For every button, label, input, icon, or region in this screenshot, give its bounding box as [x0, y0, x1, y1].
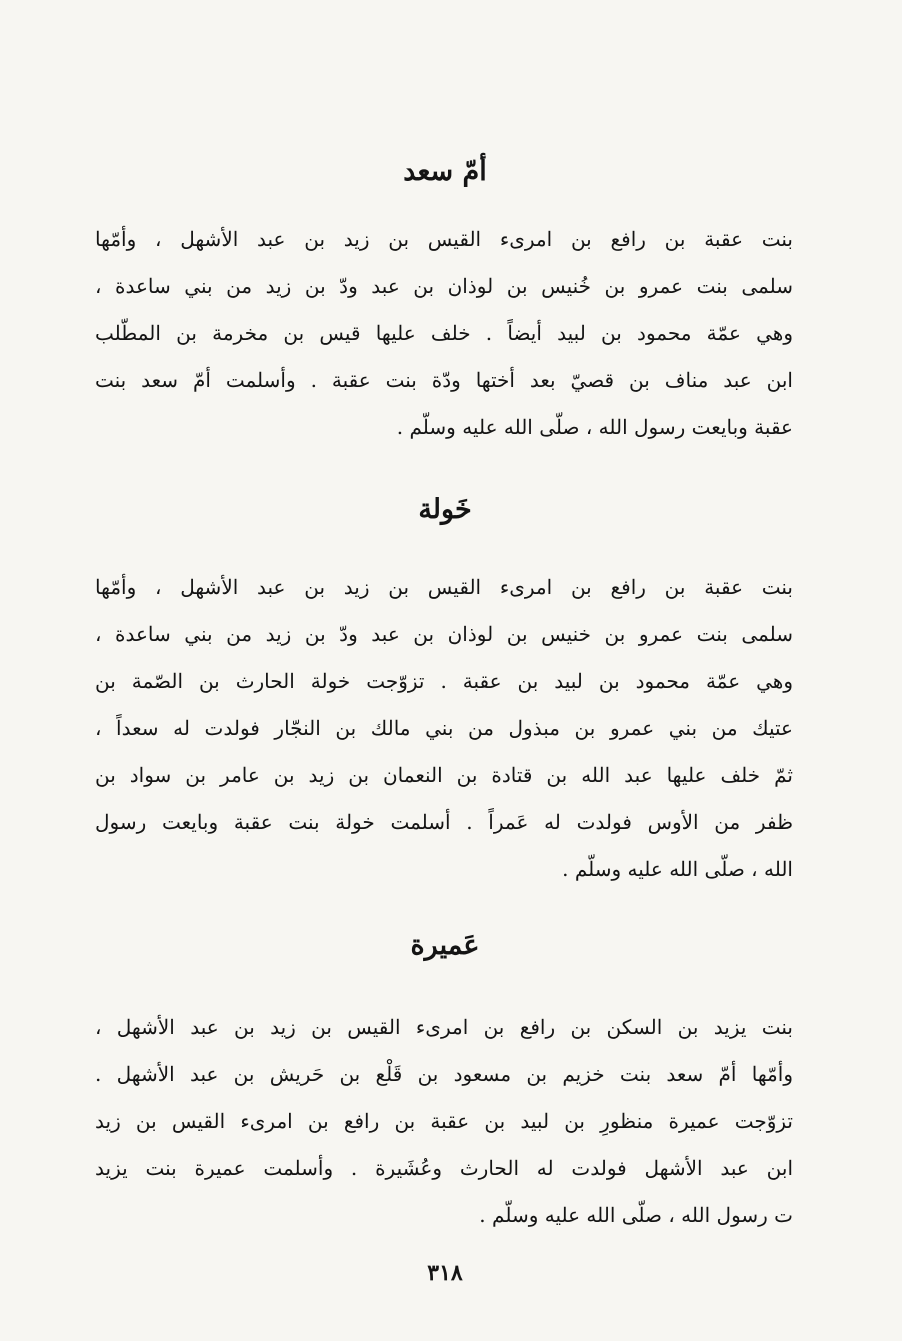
text-line: سلمى بنت عمرو بن خنيس بن لوذان بن عبد ودّ بن زيد من بني ساعدة ،: [95, 622, 793, 646]
text-line: ت رسول الله ، صلّى الله عليه وسلّم .: [479, 1203, 793, 1227]
section-title-khawla: خَولة: [418, 494, 472, 525]
text-line: ظفر من الأوس فولدت له عَمراً . أسلمت خولة بنت عقبة وبايعت رسول: [95, 810, 793, 834]
text-line: ابن عبد مناف بن قصيّ بعد أختها ودّة بنت عقبة . وأسلمت أمّ سعد بنت: [95, 368, 793, 392]
text-line: وأمّها أمّ سعد بنت خزيم بن مسعود بن قَلْع بن حَريش بن عبد الأشهل .: [95, 1062, 793, 1086]
page-number: ٣١٨: [427, 1260, 463, 1286]
text-line: بنت عقبة بن رافع بن امرىء القيس بن زيد بن عبد الأشهل ، وأمّها: [95, 575, 793, 599]
text-line: عتيك من بني عمرو بن مبذول من بني مالك بن النجّار فولدت له سعداً ،: [95, 716, 793, 740]
text-line: وهي عمّة محمود بن لبيد بن عقبة . تزوّجت خولة الحارث بن الصّمة بن: [95, 669, 793, 693]
section-title-umayra: عَميرة: [410, 930, 480, 961]
text-line: بنت يزيد بن السكن بن رافع بن امرىء القيس بن زيد بن عبد الأشهل ،: [95, 1015, 793, 1039]
section-body-umm-saad: [95, 216, 793, 451]
text-line: وهي عمّة محمود بن لبيد أيضاً . خلف عليها قيس بن مخرمة بن المطّلب: [95, 321, 793, 345]
section-body-khawla: [95, 564, 793, 893]
text-line: ثمّ خلف عليها عبد الله بن قتادة بن النعمان بن زيد بن عامر بن سواد بن: [95, 763, 793, 787]
section-body-umayra: [95, 1004, 793, 1239]
text-line: عقبة وبايعت رسول الله ، صلّى الله عليه وسلّم .: [396, 415, 793, 439]
text-line: الله ، صلّى الله عليه وسلّم .: [562, 857, 793, 881]
text-line: تزوّجت عميرة منظورِ بن لبيد بن عقبة بن رافع بن امرىء القيس بن زيد: [95, 1109, 793, 1133]
text-line: بنت عقبة بن رافع بن امرىء القيس بن زيد بن عبد الأشهل ، وأمّها: [95, 227, 793, 251]
text-line: سلمى بنت عمرو بن خُنيس بن لوذان بن عبد ودّ بن زيد من بني ساعدة ،: [95, 274, 793, 298]
text-line: ابن عبد الأشهل فولدت له الحارث وعُشَيرة . وأسلمت عميرة بنت يزيد: [95, 1156, 793, 1180]
section-title-umm-saad: أمّ سعد: [403, 156, 487, 187]
